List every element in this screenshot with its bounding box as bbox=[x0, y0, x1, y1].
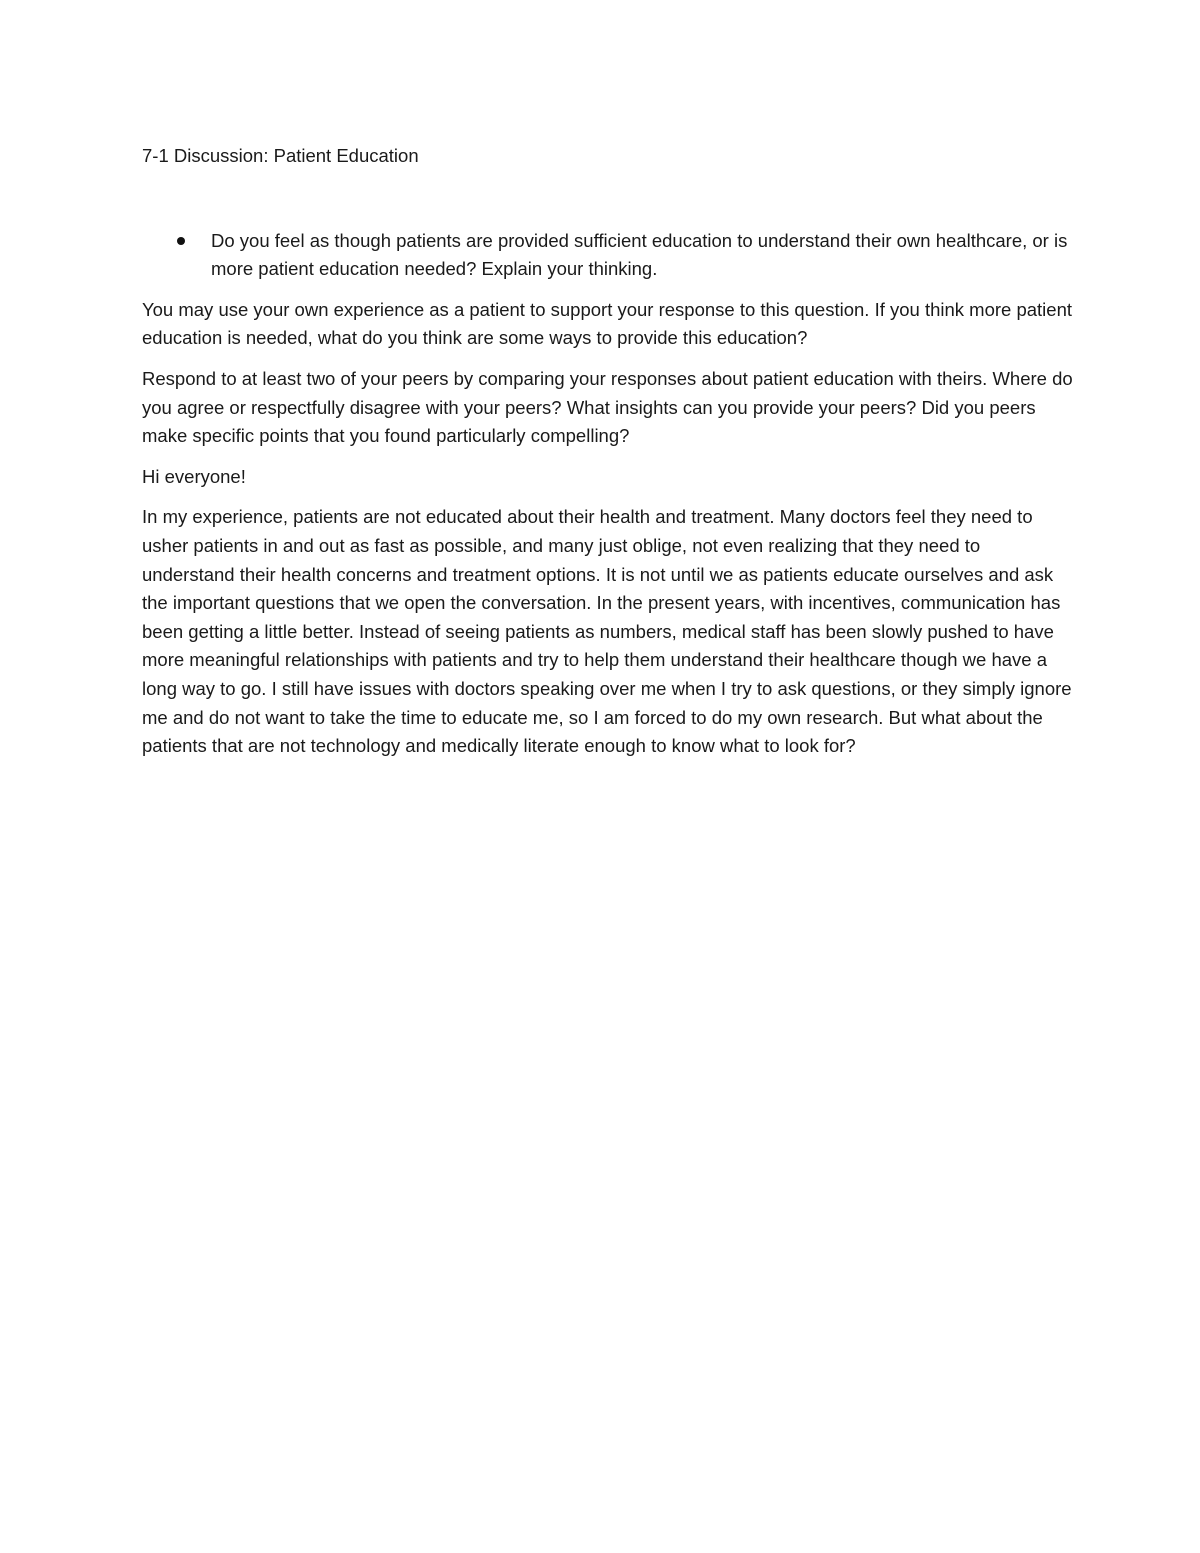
document-body bbox=[142, 142, 1077, 773]
question-text: Do you feel as though patients are provided sufficient education to understand their own healthcare, or is more patient education needed? Explain your thinking. bbox=[211, 229, 1068, 280]
list-item bbox=[142, 227, 1077, 284]
peer-response-instructions: Respond to at least two of your peers by comparing your responses about patient education with theirs. Where do you agree or respectfully disagree with your peers? What insights can you provide your peers? Did you peers make specific points that you found particularly compelling? bbox=[142, 367, 1073, 447]
document-title: 7-1 Discussion: Patient Education bbox=[142, 145, 419, 166]
bullet-icon bbox=[177, 237, 185, 245]
response-paragraph: In my experience, patients are not educated about their health and treatment. Many doctors feel they need to usher patients in and out as fast as possible, and many just oblige, not even realizing that they need to understand their health concerns and treatment options. It is not until we as patients educate ourselves and ask the important questions that we open the conversation. In the present years, with incentives, communication has been getting a little better. Instead of seeing patients as numbers, medical staff has been slowly pushed to have more meaningful relationships with patients and try to help them understand their healthcare though we have a long way to go. I still have issues with doctors speaking over me when I try to ask questions, or they simply ignore me and do not want to take the time to educate me, so I am forced to do my own research. But what about the patients that are not technology and medically literate enough to know what to look for? bbox=[142, 506, 1072, 757]
question-list bbox=[142, 227, 1077, 284]
instruction-paragraph: You may use your own experience as a patient to support your response to this question. If you think more patient education is needed, what do you think are some ways to provide this education? bbox=[142, 298, 1073, 349]
greeting: Hi everyone! bbox=[142, 465, 246, 487]
